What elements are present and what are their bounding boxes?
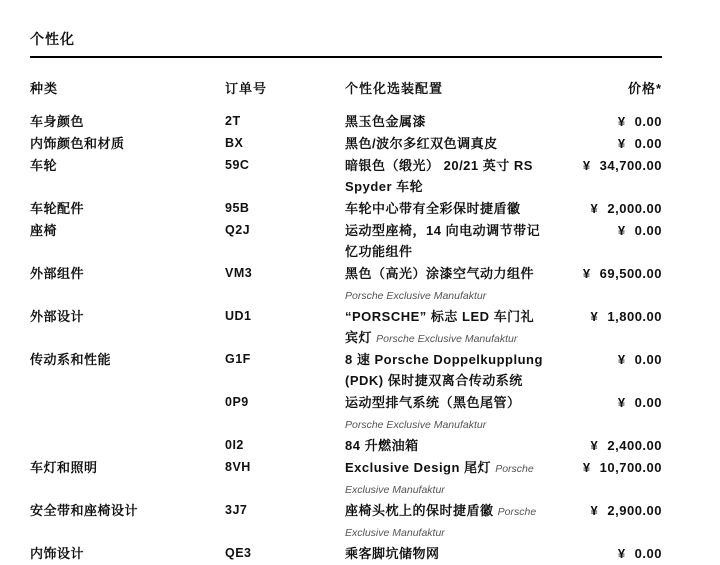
cell-description <box>345 155 545 197</box>
cell-price: ¥ 1,800.00 <box>590 309 662 324</box>
cell-category: 座椅 <box>30 223 58 238</box>
description-text: 车轮中心带有全彩保时捷盾徽 <box>345 201 521 216</box>
cell-price: ¥ 0.00 <box>617 546 662 561</box>
cell-code: 2T <box>225 114 241 128</box>
cell-price: ¥ 0.00 <box>617 223 662 238</box>
cell-description <box>345 306 545 348</box>
page-title: 个性化 <box>30 31 75 47</box>
cell-description <box>345 349 545 391</box>
manufaktur-note: Porsche Exclusive Manufaktur <box>376 333 518 345</box>
cell-description <box>345 220 545 262</box>
table-row <box>30 306 662 348</box>
description-text: 黑色/波尔多红双色调真皮 <box>345 136 498 151</box>
description-text: 黑玉色金属漆 <box>345 114 427 129</box>
cell-code: UD1 <box>225 309 252 323</box>
cell-category: 内饰设计 <box>30 546 85 561</box>
cell-price: ¥ 10,700.00 <box>582 460 662 475</box>
table-row <box>30 263 662 305</box>
header-category: 种类 <box>30 81 59 96</box>
cell-category: 传动系和性能 <box>30 352 112 367</box>
cell-description <box>345 111 545 132</box>
table-row <box>30 392 662 434</box>
cell-code: 95B <box>225 201 250 215</box>
cell-code: 0P9 <box>225 395 249 409</box>
cell-code: BX <box>225 136 244 150</box>
manufaktur-note: Porsche Exclusive Manufaktur <box>345 463 534 496</box>
table-row <box>30 220 662 262</box>
cell-price: ¥ 0.00 <box>617 136 662 151</box>
cell-price: ¥ 0.00 <box>617 395 662 410</box>
description-text: 黑色（高光）涂漆空气动力组件 <box>345 266 535 281</box>
cell-code: G1F <box>225 352 251 366</box>
description-text: 乘客脚坑储物网 <box>345 546 440 561</box>
document-content <box>30 30 662 565</box>
description-text: 运动型排气系统（黑色尾管） <box>345 395 521 410</box>
manufaktur-note: Porsche Exclusive Manufaktur <box>345 506 537 539</box>
cell-description <box>345 457 545 499</box>
cell-price: ¥ 69,500.00 <box>582 266 662 281</box>
cell-code: VM3 <box>225 266 253 280</box>
description-text: 84 升燃油箱 <box>345 438 419 453</box>
cell-category: 车灯和照明 <box>30 460 98 475</box>
cell-price: ¥ 0.00 <box>617 114 662 129</box>
cell-code: 59C <box>225 158 250 172</box>
cell-category: 安全带和座椅设计 <box>30 503 139 518</box>
description-text: Exclusive Design 尾灯 <box>345 460 492 475</box>
manufaktur-note: Porsche Exclusive Manufaktur <box>345 290 487 302</box>
table-row <box>30 349 662 391</box>
table-row <box>30 111 662 132</box>
cell-code: Q2J <box>225 223 251 237</box>
cell-description <box>345 198 545 219</box>
cell-price: ¥ 2,000.00 <box>590 201 662 216</box>
title-divider <box>30 56 662 58</box>
description-text: 座椅头枕上的保时捷盾徽 <box>345 503 494 518</box>
description-text: 8 速 Porsche Doppelkupplung (PDK) 保时捷双离合传动系统 <box>345 352 543 388</box>
header-config: 个性化选装配置 <box>345 81 444 96</box>
description-text: 暗银色（缎光） 20/21 英寸 RS Spyder 车轮 <box>345 158 533 194</box>
options-table <box>30 111 662 564</box>
manufaktur-note: Porsche Exclusive Manufaktur <box>345 419 487 431</box>
description-text: 运动型座椅，14 向电动调节带记忆功能组件 <box>345 223 541 259</box>
cell-code: QE3 <box>225 546 252 560</box>
cell-description <box>345 133 545 154</box>
table-row <box>30 435 662 456</box>
table-row <box>30 457 662 499</box>
cell-price: ¥ 2,900.00 <box>590 503 662 518</box>
cell-category: 车身颜色 <box>30 114 85 129</box>
header-price: 价格* <box>627 81 662 96</box>
cell-description <box>345 435 545 456</box>
cell-code: 8VH <box>225 460 251 474</box>
table-row <box>30 155 662 197</box>
cell-description <box>345 500 545 542</box>
description-text: “PORSCHE” 标志 LED 车门礼宾灯 <box>345 309 535 345</box>
cell-description <box>345 392 545 434</box>
cell-category: 车轮配件 <box>30 201 85 216</box>
cell-category: 外部组件 <box>30 266 85 281</box>
cell-price: ¥ 0.00 <box>617 352 662 367</box>
cell-code: 0I2 <box>225 438 244 452</box>
cell-code: 3J7 <box>225 503 248 517</box>
header-order-code: 订单号 <box>225 81 268 96</box>
cell-category: 外部设计 <box>30 309 85 324</box>
table-row <box>30 543 662 564</box>
table-row <box>30 500 662 542</box>
table-row <box>30 198 662 219</box>
cell-description <box>345 263 545 305</box>
cell-price: ¥ 2,400.00 <box>590 438 662 453</box>
table-header <box>30 78 662 97</box>
cell-description <box>345 543 545 564</box>
cell-category: 车轮 <box>30 158 58 173</box>
cell-category: 内饰颜色和材质 <box>30 136 125 151</box>
cell-price: ¥ 34,700.00 <box>582 158 662 173</box>
table-row <box>30 133 662 154</box>
